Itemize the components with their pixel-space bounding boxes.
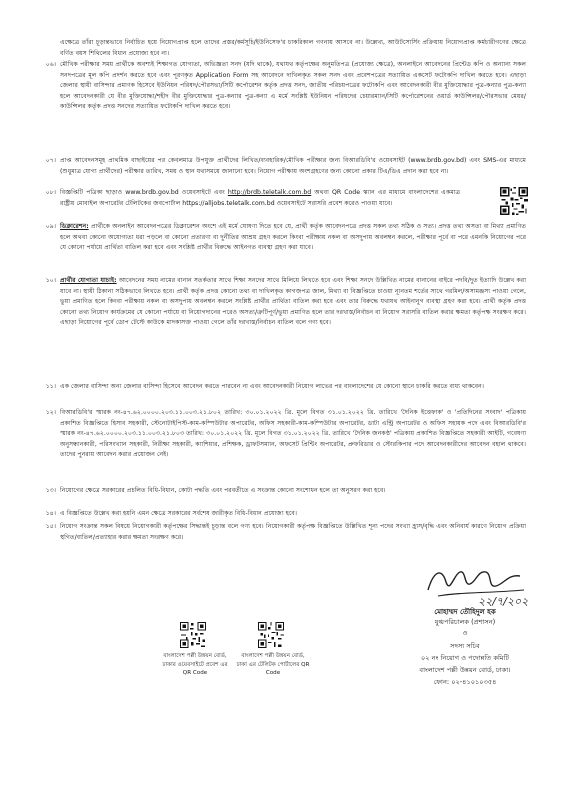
qr-caption-teletalk: বাংলাদেশ পল্লী উন্নয়ন বোর্ড, ঢাকা এর টেলিটক পোর্টালের QR Code [236, 653, 310, 677]
clause-text [60, 188, 460, 209]
qr-caption-website: বাংলাদেশ পল্লী উন্নয়ন বোর্ড, ঢাকার ওয়েবসাইটে প্রবেশ এর QR Code [162, 653, 228, 677]
clause-number: ০৬। [45, 61, 56, 68]
signatory-designation: যুগ্মপরিচালক (প্রশাসন) [434, 618, 496, 626]
clause-text: প্রাপ্ত আবেদনসমূহ প্রাথমিক বাছাইয়ের পর কেবলমাত্র উপযুক্ত প্রার্থীদের লিখিত/ব্যবহারিক/মৌখিক পরীক্ষার জন্য বিআরডিবি'র ওয়েবসাইট (www.brdb.gov.bd) এবং SMS-এর মাধ্যমে (শুধুমাত্র যোগ্য প্রার্থীদের) পরীক্ষার তারিখ, সময় ও স্থান যথাসময়ে জানানো হবে। নিয়োগ পরীক্ষায় অংশগ্রহণের জন্য কোনো প্রকার টিএ/ডিএ প্রদান করা হবে না। [60, 157, 526, 175]
clause-heading: প্রার্থীর যোগ্যতা যাচাই: [60, 277, 117, 284]
clause-number: ১০। [45, 277, 56, 284]
clause-text: বিআরডিবি'র স্মারক নং-৪৭.৬২.০০০০.২০৩.১১.০০৩.২১.৮০২ তারিখ: ৩০.০১.২০২২ খ্রি. মূলে বিগত ৩১.০১.২০২২ খ্রি. তারিখে 'দৈনিক ইত্তেফাক' ও 'প্রতিদিনের সংবাদ' পত্রিকায় প্রকাশিত বিজ্ঞপ্তিতে হিসাব সহকারী, স্টেনোটাইপিস্ট-কাম-কম্পিউটার অপারেটর, অফিস সহকারী-কাম-কম্পিউটার অপারেটর, ডাটা এন্ট্রি অপারেটর ও অফিস সহায়ক পদে এবং বিআরডিবি'র স্মারক নং-৪৭.৬২.০০০০.২০৩.১১.০০৩.২১.৮০৩ তারিখ: ৩০.০১.২০২২ খ্রি. মূলে বিগত ৩১.০১.২০২২ খ্রি. তারিখে 'দৈনিক জনকণ্ঠ' পত্রিকায় প্রকাশিত বিজ্ঞপ্তিতে সহকারী আইটি, গবেষণা অনুসন্ধানকারী, পরিসংখ্যান সহকারী, নিরীক্ষা সহকারী, ক্যাশিয়ার, প্রশিক্ষক, ড্রাফটসম্যান, অফসেট প্রিন্টিং অপারেটর, প্রুফরিডার ও স্টোরকিপার পদে আবেদনকারীদের আবেদন বহাল থাকবে। তাদের পুনরায় আবেদন করার প্রয়োজন নেই। [60, 409, 526, 459]
organization-name: বাংলাদেশ পল্লী উন্নয়ন বোর্ড, ঢাকা। [419, 666, 511, 674]
clause-text: এ বিজ্ঞপ্তিতে উল্লেখ করা হয়নি এমন ক্ষেত্রে সরকারের সর্বশেষ জারীকৃত বিধি-বিধান প্রযোজ্য হবে। [60, 510, 297, 517]
clause-text-part: অথবা QR Code স্ক্যান এর মাধ্যমে বাংলাদেশের একমাত্র রাষ্ট্রীয় মোবাইল অপারেটর টেলিটকের জবপোর্টাল https://alljobs.teletalk.com.bd ওয়েবসাইটে সরাসরি প্রবেশ করেও পাওয়া যাবে। [60, 189, 460, 207]
clause-text-part: বিজ্ঞপ্তিটি পত্রিকা ছাড়াও www.brdb.gov.bd ওয়েবসাইটে এবং [60, 189, 225, 196]
clause-number: ১৩। [45, 487, 56, 494]
clause-number: ১১। [45, 383, 56, 390]
clause-text [60, 222, 526, 254]
clause-number: ১৫। [45, 523, 56, 530]
handwritten-date: ২২/৭/২০২৪ [478, 595, 530, 608]
clause-number: ১৪। [45, 510, 56, 517]
qr-code-icon [500, 187, 528, 215]
clause-number: ০৭। [45, 157, 56, 164]
qr-code-icon[interactable] [180, 622, 206, 648]
clause-number: ০৯। [45, 223, 56, 230]
phone-number: ফোন: ০২-৪১০১০৩৫৪ [433, 678, 497, 686]
clause-heading: ডিক্লারেশন: [60, 223, 89, 230]
qr-code-icon[interactable] [258, 622, 284, 648]
clause-continuation: এক্ষেত্রে তাঁরা চূড়ান্তভাবে নির্বাচিত হয়ে নিয়োগপ্রাপ্ত হলে তাদের প্রস্তর/কর্মসূচি/ইউনিসেফ'র চাকরিকাল গণনায় আসবে না। উল্লেখ্য, আউটসোর্সিং প্রক্রিয়ায় নিয়োগপ্রাপ্ত কর্মচারীগণের ক্ষেত্রে বর্ণিত বয়স শিথিলের বিধান প্রযোজ্য হবে না। [60, 39, 526, 57]
signature [420, 560, 530, 608]
clause-text: মৌখিক পরীক্ষার সময় প্রার্থীকে অবশ্যই শিক্ষাগত যোগ্যতা, অভিজ্ঞতা সনদ (যদি থাকে), যথাযথ কর্তৃপক্ষের অনুমতিপত্র (প্রযোজ্য ক্ষেত্রে), অনলাইনে আবেদনের প্রিন্টেড কপি ও অন্যান্য সকল সনদপত্রের মূল কপি প্রদর্শন করতে হবে এবং পূরণকৃত Application Form সহ আবেদনে দাখিলকৃত সকল সনদ এবং প্রবেশপত্রের সত্যায়িত একসেট ফটোকপি দাখিল করতে হবে। এছাড়া জেলার স্থায়ী বাসিন্দার প্রমাণক হিসেবে ইউনিয়ন পরিষদ/পৌরসভা/সিটি কর্পোরেশন কর্তৃক প্রদত্ত সনদ, জাতীয় পরিচয়পত্রের ফটোকপি এবং আবেদনকারী বীর মুক্তিযোদ্ধার পুত্র-কন্যার পুত্র-কন্যা হলে আবেদনকারী যে বীর মুক্তিযোদ্ধা/শহীদ বীর মুক্তিযোদ্ধার পুত্র-কন্যার পুত্র-কন্যা এ মর্মে সংশ্লিষ্ট ইউনিয়ন পরিষদের চেয়ারম্যান/সিটি কর্পোরেশনের ওয়ার্ড কাউন্সিলর/পৌরসভার মেয়র/কাউন্সিলর কর্তৃক প্রদত্ত সনদের সত্যায়িত ফটোকপি দাখিল করতে হবে। [60, 61, 526, 111]
clause-text: এক জেলার বাসিন্দা অন্য জেলার বাসিন্দা হিসেবে আবেদন করতে পারবেন না এবং আবেদনকারী নিয়োগ লাভের পর বাংলাদেশের যে কোনো স্থানে চাকরি করতে বাধ্য থাকবেন। [60, 383, 484, 390]
teletalk-link[interactable]: http://brdb.teletalk.com.bd [227, 189, 312, 196]
signatory-name: মোহাম্মদ তৌহিদুল হক [434, 608, 496, 616]
signatory-role: সদস্য সচিব [450, 642, 480, 650]
clause-number: ০৮। [45, 189, 56, 196]
clause-text: নিয়োগ সংক্রান্ত সকল বিষয়ে নিয়োগকারী কর্তৃপক্ষের সিদ্ধান্তই চূড়ান্ত বলে গণ্য হবে। নিয়োগকারী কর্তৃপক্ষ বিজ্ঞপ্তিতে উল্লিখিত শূন্য পদের সংখ্যা হ্রাস/বৃদ্ধি এবং অনিবার্য কারণে নিয়োগ প্রক্রিয়া স্থগিত/বাতিল/প্রত্যাহার করার ক্ষমতা সংরক্ষণ করে। [60, 523, 526, 541]
conjunction: ও [462, 629, 468, 637]
clause-number: ১২। [45, 409, 56, 416]
committee-name: ০২ নং নিয়োগ ও পদোন্নতি কমিটি [420, 654, 509, 662]
clause-text [60, 276, 526, 329]
clause-text-part: প্রার্থীকে অনলাইন আবেদনপত্রের ডিক্লারেশন অংশে এই মর্মে ঘোষণা দিতে হবে যে, প্রার্থী কর্তৃক আবেদনপত্রে প্রদত্ত সকল তথ্য সঠিক ও সত্য। প্রদত্ত তথ্য অসত্য বা মিথ্যা প্রমাণিত হলে অথবা কোনো অযোগ্যতা ধরা পড়লে বা কোনো প্রতারণা বা দুর্নীতির আশ্রয় গ্রহণ করলে কিংবা পরীক্ষায় নকল বা অসদুপায় অবলম্বন করলে, পরীক্ষার পূর্বে বা পরে এমনকি নিয়োগের পরে যে কোনো পর্যায়ে প্রার্থিতা বাতিল করা হবে এবং সংশ্লিষ্ট প্রার্থীর বিরুদ্ধে আইনগত ব্যবস্থা গ্রহণ করা যাবে। [60, 223, 527, 252]
clause-text: নিয়োগের ক্ষেত্রে সরকারের প্রচলিত বিধি-বিধান, কোটা পদ্ধতি এবং পরবর্তীতে এ সংক্রান্ত কোনো সংশোধন হলে তা অনুসরণ করা হবে। [60, 487, 386, 494]
clause-text-part: আবেদনের সময় নামের বানান সতর্কতার সাথে শিক্ষা সনদের সাথে মিলিয়ে লিখতে হবে এবং শিক্ষা সনদে উল্লিখিত নামের বানানের বাইরে পদবি/দুত ইত্যাদি উল্লেখ করা যাবে না। স্থায়ী ঠিকানা সঠিকভাবে লিখতে হবে। প্রার্থী কর্তৃক প্রদত্ত কোনো তথ্য বা দাখিলকৃত কাগজপত্র জাল, মিথ্যা বা বিজ্ঞপ্তিতে চাওয়া ন্যূনতম শর্তের সাথে গরমিল/অসামঞ্জস্য পাওয়া গেলে, ভুয়া প্রমাণিত হলে কিংবা পরীক্ষায় নকল বা অসদুপায় অবলম্বন করলে সংশ্লিষ্ট প্রার্থীর প্রার্থিতা বাতিল করা হবে এবং তার বিরুদ্ধে যথাযথ আইনানুগ ব্যবস্থা গ্রহণ করা হবে। প্রার্থী কর্তৃক প্রদত্ত কোনো তথ্য নিয়োগ কার্যক্রমের যে কোনো পর্যায়ে বা নিয়োগদানের পরেও অসত্য/ত্রুটিপূর্ণ/ভুয়া প্রমাণিত হলে তার দরখাস্ত/নির্বাচন বা নিয়োগ সরাসরি বাতিল করার ক্ষমতা কর্তৃপক্ষ সংরক্ষণ করে। এছাড়া নিয়োগের পূর্বে ডোপ টেস্টে কাউকে মাদকাসক্ত পাওয়া গেলে তাঁর দরখাস্ত/নির্বাচন বাতিল বলে গণ্য হবে। [60, 277, 526, 327]
